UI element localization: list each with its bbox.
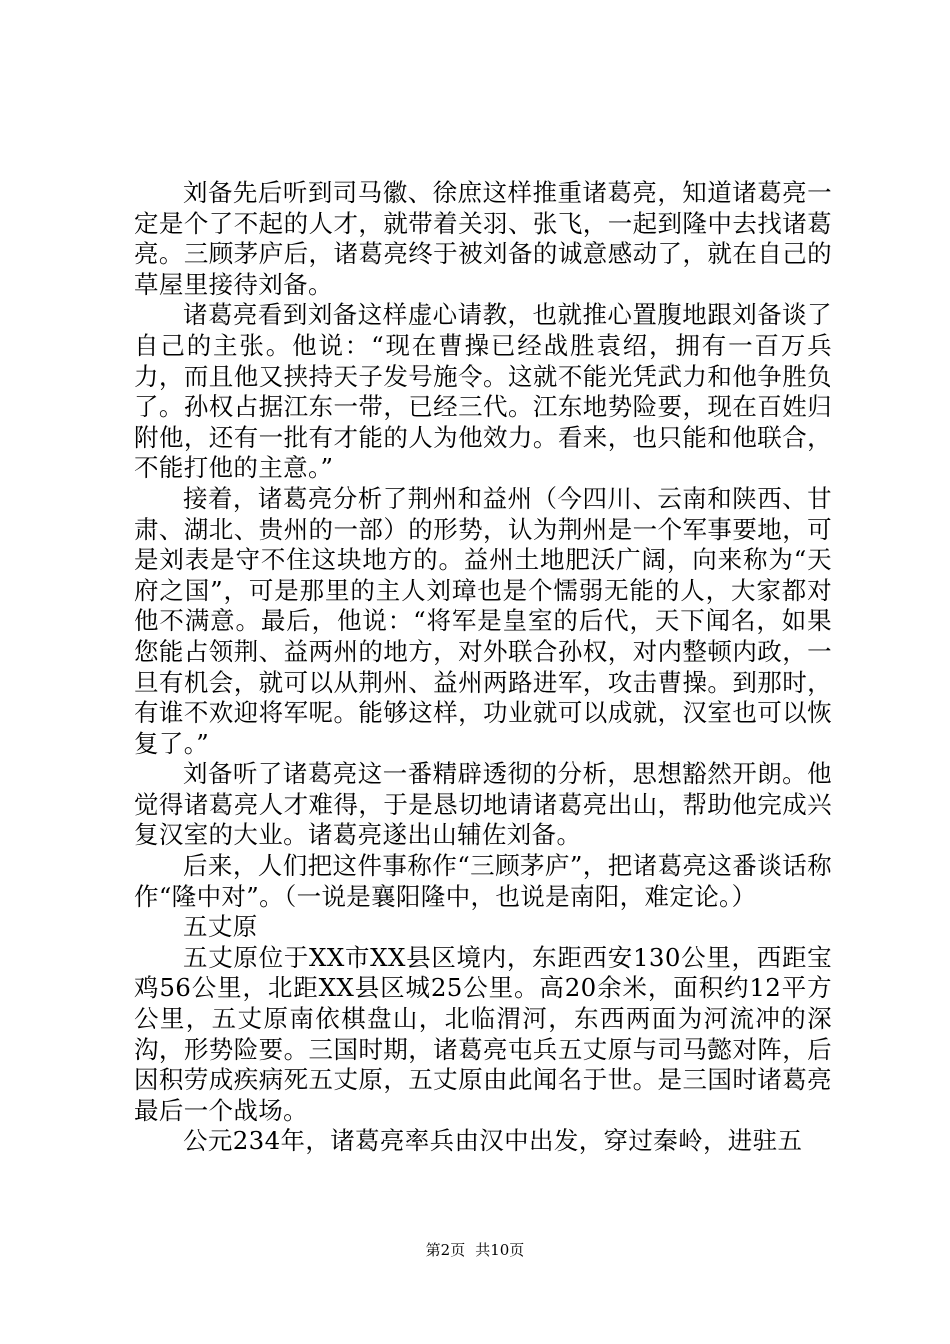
paragraph-wuzhangyuan-location: 五丈原位于XX市XX县区境内，东距西安130公里，西距宝鸡56公里，北距XX县区城25公里。高20余米，面积约12平方公里，五丈原南依棋盘山，北临渭河，东西两面为河流冲的深沟，形势险要。三国时期，诸葛亮屯兵五丈原与司马懿对阵，后因积劳成疾病死五丈原，五丈原由此闻名于世。是三国时诸葛亮最后一个战场。 xyxy=(134,942,832,1125)
paragraph-ad-234: 公元234年，诸葛亮率兵由汉中出发，穿过秦岭，进驻五 xyxy=(183,1126,803,1156)
page-number: 第2页 xyxy=(425,1241,466,1259)
paragraph-longzhong-dui: 后来，人们把这件事称作“三顾茅庐”，把诸葛亮这番谈话称作“隆中对”。（一说是襄阳隆中，也说是南阳，难定论。） xyxy=(134,851,832,911)
paragraph-liu-bei-enlightened: 刘备听了诸葛亮这一番精辟透彻的分析，思想豁然开朗。他觉得诸葛亮人才难得，于是恳切地请诸葛亮出山，帮助他完成兴复汉室的大业。诸葛亮遂出山辅佐刘备。 xyxy=(134,759,832,850)
paragraph-jingzhou-yizhou: 接着，诸葛亮分析了荆州和益州（今四川、云南和陕西、甘肃、湖北、贵州的一部）的形势，认为荆州是一个军事要地，可是刘表是守不住这块地方的。益州土地肥沃广阔，向来称为“天府之国”，可是那里的主人刘璋也是个懦弱无能的人，大家都对他不满意。最后，他说：“将军是皇室的后代，天下闻名，如果您能占领荆、益两州的地方，对外联合孙权，对内整顿内政，一旦有机会，就可以从荆州、益州两路进军，攻击曹操。到那时，有谁不欢迎将军呢。能够这样，功业就可以成就，汉室也可以恢复了。” xyxy=(134,483,832,758)
page-total: 共10页 xyxy=(475,1241,525,1259)
section-heading-wuzhangyuan: 五丈原 xyxy=(183,912,258,942)
document-body xyxy=(134,178,832,1157)
paragraph-liu-bei-visits: 刘备先后听到司马徽、徐庶这样推重诸葛亮，知道诸葛亮一定是个了不起的人才，就带着关羽、张飞，一起到隆中去找诸葛亮。三顾茅庐后，诸葛亮终于被刘备的诚意感动了，就在自己的草屋里接待刘备。 xyxy=(134,178,832,299)
paragraph-zhuge-strategy: 诸葛亮看到刘备这样虚心请教，也就推心置腹地跟刘备谈了自己的主张。他说：“现在曹操已经战胜袁绍，拥有一百万兵力，而且他又挟持天子发号施令。这就不能光凭武力和他争胜负了。孙权占据江东一带，已经三代。江东地势险要，现在百姓归附他，还有一批有才能的人为他效力。看来，也只能和他联合，不能打他的主意。” xyxy=(134,300,832,483)
page-footer xyxy=(0,1241,950,1259)
